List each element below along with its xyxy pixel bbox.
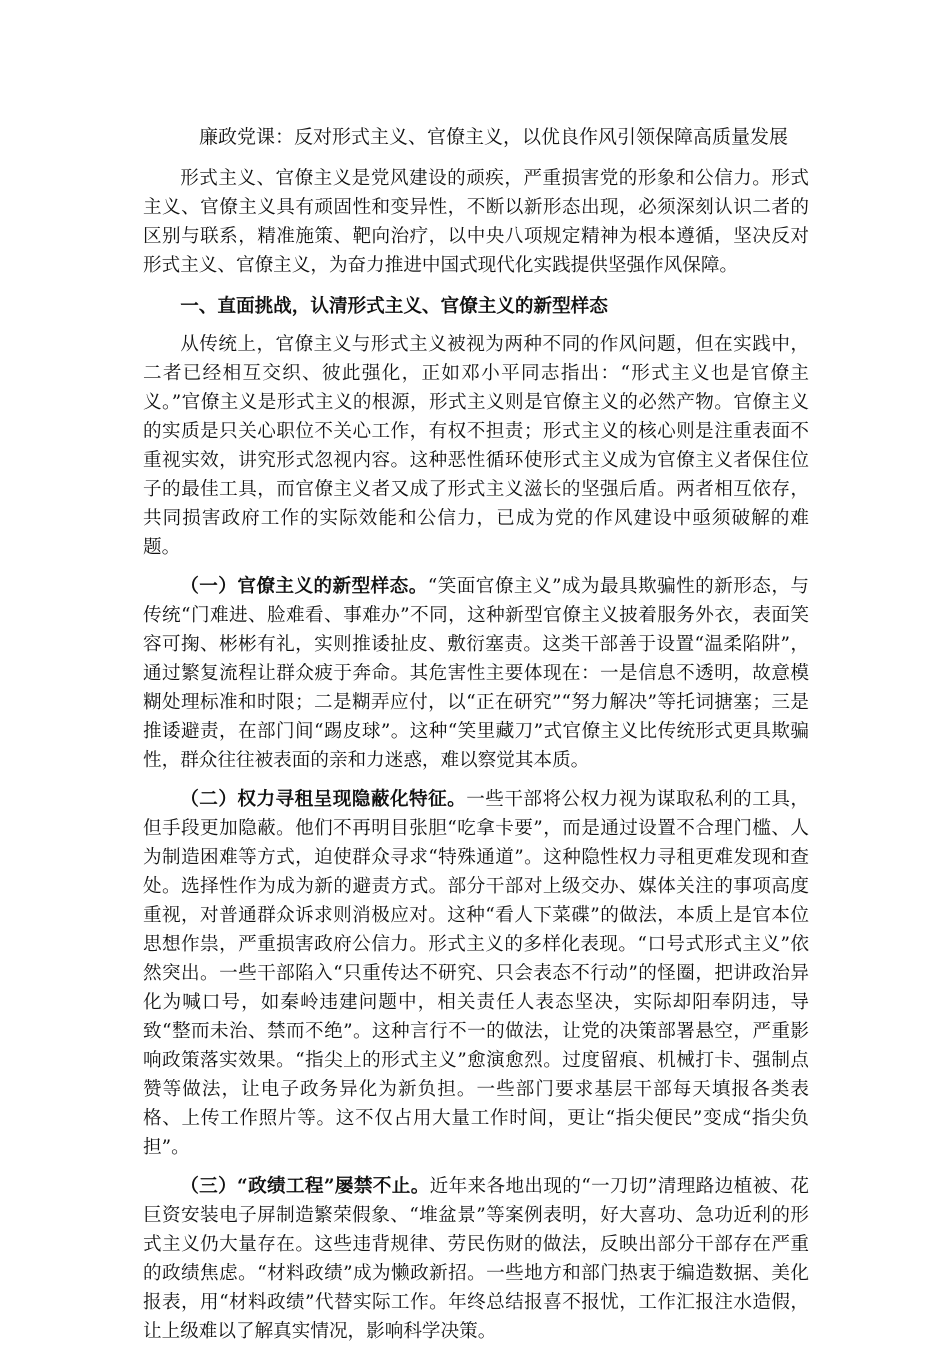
subsection-3-lead: （三）“政绩工程”屡禁不止。 [180, 1176, 430, 1197]
subsection-3-paragraph [143, 1172, 809, 1346]
subsection-2-paragraph [143, 785, 809, 1162]
subsection-1-paragraph [143, 572, 809, 775]
intro-paragraph: 形式主义、官僚主义是党风建设的顽疾，严重损害党的形象和公信力。形式主义、官僚主义具有顽固性和变异性，不断以新形态出现，必须深刻认识二者的区别与联系，精准施策、靶向治疗，以中央八项规定精神为根本遵循，坚决反对形式主义、官僚主义，为奋力推进中国式现代化实践提供坚强作风保障。 [143, 168, 809, 276]
document-title: 廉政党课：反对形式主义、官僚主义，以优良作风引领保障高质量发展 [199, 126, 789, 148]
document-body [143, 120, 809, 1346]
subsection-2-lead: （二）权力寻租呈现隐蔽化特征。 [180, 789, 467, 810]
subsection-1-body: “笑面官僚主义”成为最具欺骗性的新形态，与传统“门难进、脸难看、事难办”不同，这种新型官僚主义披着服务外衣，表面笑容可掬、彬彬有礼，实则推诿扯皮、敷衍塞责。这类干部善于设置“温柔陷阱”，通过繁复流程让群众疲于奔命。其危害性主要体现在：一是信息不透明，故意模糊处理标准和时限；二是糊弄应付，以“正在研究”“努力解决”等托词搪塞；三是推诿避责，在部门间“踢皮球”。这种“笑里藏刀”式官僚主义比传统形式更具欺骗性，群众往往被表面的亲和力迷惑，难以察觉其本质。 [143, 576, 809, 771]
subsection-1-lead: （一）官僚主义的新型样态。 [180, 576, 428, 597]
section-1-paragraph: 从传统上，官僚主义与形式主义被视为两种不同的作风问题，但在实践中，二者已经相互交织、彼此强化，正如邓小平同志指出：“形式主义也是官僚主义。”官僚主义是形式主义的根源，形式主义则是官僚主义的必然产物。官僚主义的实质是只关心职位不关心工作，有权不担责；形式主义的核心则是注重表面不重视实效，讲究形式忽视内容。这种恶性循环使形式主义成为官僚主义者保住位子的最佳工具，而官僚主义者又成了形式主义滋长的坚强后盾。两者相互依存，共同损害政府工作的实际效能和公信力，已成为党的作风建设中亟须破解的难题。 [143, 334, 809, 558]
section-heading-1: 一、直面挑战，认清形式主义、官僚主义的新型样态 [180, 296, 608, 317]
subsection-3-body: 近年来各地出现的“一刀切”清理路边植被、花巨资安装电子屏制造繁荣假象、“堆盆景”等案例表明，好大喜功、急功近利的形式主义仍大量存在。这些违背规律、劳民伤财的做法，反映出部分干部存在严重的政绩焦虑。“材料政绩”成为懒政新招。一些地方和部门热衷于编造数据、美化报表，用“材料政绩”代替实际工作。年终总结报喜不报忧，工作汇报注水造假，让上级难以了解真实情况，影响科学决策。 [143, 1176, 810, 1342]
subsection-2-body: 一些干部将公权力视为谋取私利的工具，但手段更加隐蔽。他们不再明目张胆“吃拿卡要”，而是通过设置不合理门槛、人为制造困难等方式，迫使群众寻求“特殊通道”。这种隐性权力寻租更难发现和查处。选择性作为成为新的避责方式。部分干部对上级交办、媒体关注的事项高度重视，对普通群众诉求则消极应对。这种“看人下菜碟”的做法，本质上是官本位思想作祟，严重损害政府公信力。形式主义的多样化表现。“口号式形式主义”依然突出。一些干部陷入“只重传达不研究、只会表态不行动”的怪圈，把讲政治异化为喊口号，如秦岭违建问题中，相关责任人表态坚决，实际却阳奉阴违，导致“整而未治、禁而不绝”。这种言行不一的做法，让党的决策部署悬空，严重影响政策落实效果。“指尖上的形式主义”愈演愈烈。过度留痕、机械打卡、强制点赞等做法，让电子政务异化为新负担。一些部门要求基层干部每天填报各类表格、上传工作照片等。这不仅占用大量工作时间，更让“指尖便民”变成“指尖负担”。 [143, 789, 809, 1158]
